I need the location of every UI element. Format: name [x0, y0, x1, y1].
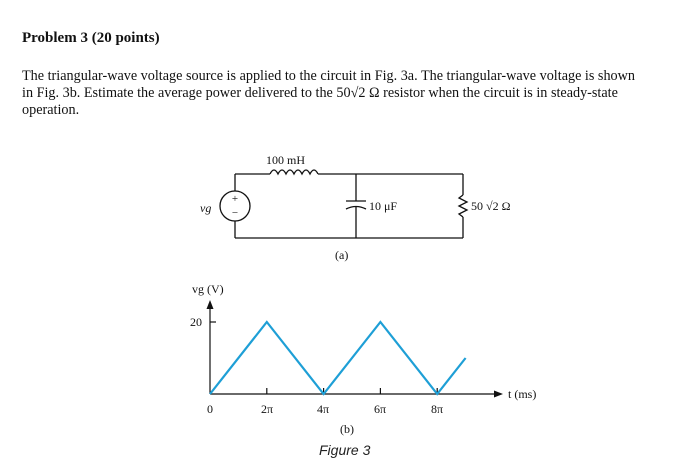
problem-title: Problem 3 (20 points): [22, 30, 160, 46]
source-plus-sign: +: [231, 193, 239, 205]
x-tick-label-4pi: 4π: [316, 402, 330, 416]
triangular-wave-line: [210, 322, 466, 394]
caption-a: (a): [335, 248, 349, 262]
circuit-diagram: [220, 170, 467, 238]
waveform-axes: [210, 308, 495, 394]
statement-line-3: operation.: [22, 102, 80, 118]
x-tick-label-0: 0: [207, 402, 213, 416]
x-tick-label-8pi: 8π: [430, 402, 444, 416]
figure-caption: Figure 3: [319, 442, 371, 458]
resistor: [459, 195, 467, 217]
source-minus-sign: −: [231, 207, 239, 219]
y-axis-label: vg (V): [192, 282, 224, 296]
capacitor-label: 10 μF: [369, 199, 398, 213]
caption-b: (b): [340, 422, 354, 436]
inductor: [270, 170, 318, 174]
resistor-label: 50 √2 Ω: [471, 199, 511, 213]
y-axis-arrowhead: [207, 300, 214, 309]
x-tick-marks: [267, 388, 437, 394]
source-label: vg: [200, 201, 212, 215]
x-tick-label-2pi: 2π: [260, 402, 274, 416]
x-tick-label-6pi: 6π: [373, 402, 387, 416]
inductor-label: 100 mH: [266, 153, 305, 167]
statement-line-2: in Fig. 3b. Estimate the average power delivered to the 50√2 Ω resistor when the circuit is in steady-state: [22, 85, 618, 101]
x-axis-arrowhead: [494, 391, 503, 398]
statement-line-1: The triangular-wave voltage source is applied to the circuit in Fig. 3a. The triangular-wave voltage is shown: [22, 68, 635, 84]
x-axis-label: t (ms): [508, 387, 537, 401]
y-tick-label: 20: [190, 315, 202, 329]
